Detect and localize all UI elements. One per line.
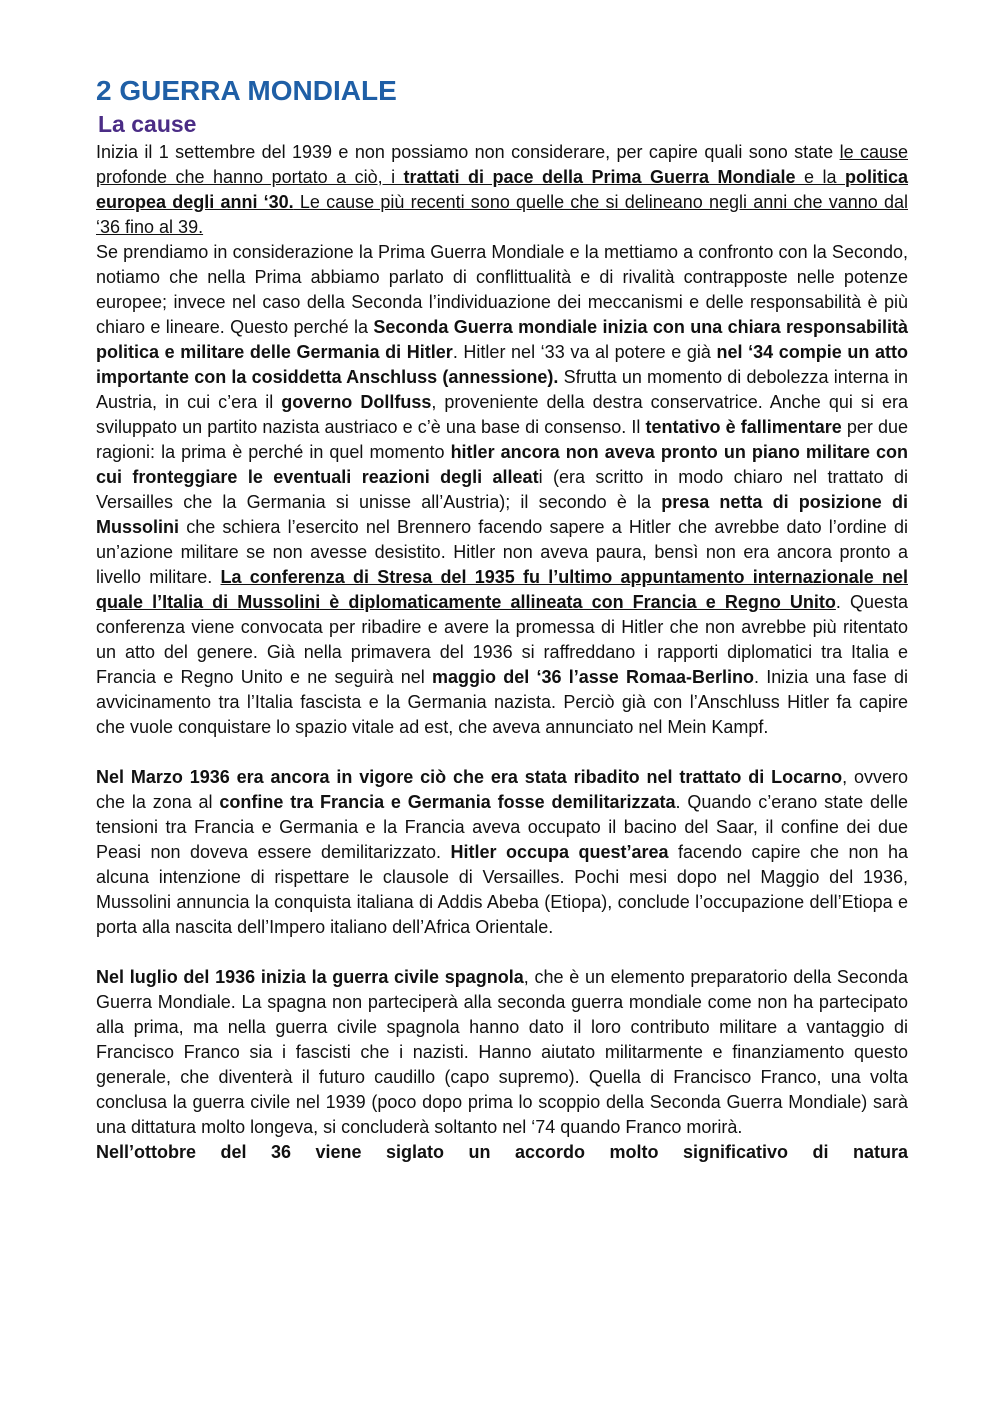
text-run: La conferenza di Stresa del 1935 fu l’ultimo appuntamento internazionale nel quale l’Italia di Mussolini è diplomaticamente allineata con Francia e Regno Unito: [96, 567, 908, 612]
text-run: Nell’ottobre del 36 viene siglato un accordo molto significativo di natura: [96, 1142, 908, 1162]
text-run: Se prendiamo in considerazione la Prima Guerra Mondiale e la mettiamo a confronto con la Secondo, notiamo che nella Prima abbiamo parlato di conflittualità e di rivalità contrapposte nelle potenze europee; invece nel caso della Seconda l’individuazione dei meccanismi e delle responsabilità è più chiaro e lineare. Questo perché la: [96, 242, 908, 337]
text-run: . Inizia una fase di avvicinamento tra l’Italia fascista e la Germania nazista. Perciò già con l’Anschluss Hitler fa capire che vuole conquistare lo spazio vitale ad est, che aveva annunciato nel Mein Kampf.: [96, 667, 908, 737]
text-run: Le cause più recenti sono quelle che si delineano negli anni che vanno dal ‘36 fino al 39.: [96, 192, 908, 237]
paragraph-hitler-anschluss: [96, 240, 908, 740]
text-run: , proveniente della destra conservatrice. Anche qui si era sviluppato un partito nazista austriaco e c’è una base di consenso. Il: [96, 392, 908, 437]
text-run: tentativo è fallimentare: [645, 417, 842, 437]
paragraph-spacer: [96, 740, 908, 765]
text-run: nel ‘34 compie un atto importante con la cosiddetta Anschluss (annessione).: [96, 342, 908, 387]
text-run: hitler ancora non aveva pronto un piano militare con cui fronteggiare le eventuali reazioni degli alleat: [96, 442, 909, 487]
document-title: 2 GUERRA MONDIALE: [96, 75, 397, 106]
text-run: . Quando c’erano state delle tensioni tra Francia e Germania e la Francia aveva occupato il bacino del Saar, il confine dei due Peasi non doveva essere demilitarizzato.: [96, 792, 908, 862]
text-run: i (era scritto in modo chiaro nel trattato di Versailles che la Germania si unisse all’Austria); il secondo è la: [96, 467, 908, 512]
paragraph-locarno: [96, 765, 908, 940]
text-run: Seconda Guerra mondiale inizia con una chiara responsabilità politica e militare delle Germania di Hitler: [96, 317, 908, 362]
section-heading: La cause: [98, 111, 197, 137]
text-run: presa netta di posizione di Mussolini: [96, 492, 908, 537]
text-run: politica europea degli anni ‘30.: [96, 167, 909, 212]
text-run: Sfrutta un momento di debolezza interna in Austria, in cui c’era il: [96, 367, 908, 412]
text-run: Inizia il 1 settembre del 1939 e non possiamo non considerare, per capire quali sono state: [96, 142, 840, 162]
text-run: . Questa conferenza viene convocata per ribadire e avere la promessa di Hitler che non avrebbe più ritentato un atto del genere. Già nella primavera del 1936 si raffreddano i rapporti diplomatici tra Italia e Francia e Regno Unito e ne seguirà nel: [96, 592, 908, 687]
text-run: Hitler occupa quest’area: [450, 842, 669, 862]
text-run: confine tra Francia e Germania fosse demilitarizzata: [219, 792, 676, 812]
text-run: , che è un elemento preparatorio della Seconda Guerra Mondiale. La spagna non parteciperà alla seconda guerra mondiale come non ha partecipato alla prima, ma nella guerra civile spagnola hanno dato il loro contributo militare a vantaggio di Francisco Franco sia i fascisti che i nazisti. Hanno aiutato militarmente e finanziamento questo generale, che diventerà il futuro caudillo (capo supremo). Quella di Francisco Franco, una volta conclusa la guerra civile nel 1939 (poco dopo prima lo scoppio della Seconda Guerra Mondiale) sarà una dittatura molto longeva, si concluderà soltanto nel ‘74 quando Franco morirà.: [96, 967, 908, 1137]
text-run: facendo capire che non ha alcuna intenzione di rispettare le clausole di Versailles. Pochi mesi dopo nel Maggio del 1936, Mussolini annuncia la conquista italiana di Addis Abeba (Etiopa), conclude l’occupazione dell’Etiopa e porta alla nascita dell’Impero italiano dell’Africa Orientale.: [96, 842, 908, 937]
paragraph-causes: [96, 140, 908, 240]
paragraph-spanish-civil-war: [96, 965, 908, 1140]
text-run: Nel luglio del 1936 inizia la guerra civile spagnola: [96, 967, 524, 987]
text-run: governo Dollfuss: [281, 392, 432, 412]
document-page: [96, 74, 908, 1165]
text-run: . Hitler nel ‘33 va al potere e già: [452, 342, 717, 362]
text-run: le cause profonde che hanno portato a ciò, i: [96, 142, 909, 187]
text-run: Nel Marzo 1936 era ancora in vigore ciò che era stata ribadito nel trattato di Locarno: [96, 767, 843, 787]
text-run: , ovvero che la zona al: [96, 767, 908, 812]
paragraph-october-36: [96, 1140, 908, 1165]
paragraph-spacer: [96, 940, 908, 965]
text-run: per due ragioni: la prima è perché in quel momento: [96, 417, 908, 462]
text-run: e la: [795, 167, 845, 187]
text-run: che schiera l’esercito nel Brennero facendo sapere a Hitler che avrebbe dato l’ordine di un’azione militare se non avesse desistito. Hitler non aveva paura, bensì non era ancora pronto a livello militare.: [96, 517, 908, 587]
text-run: trattati di pace della Prima Guerra Mondiale: [403, 167, 796, 187]
text-run: maggio del ‘36 l’asse Romaa-Berlino: [432, 667, 754, 687]
